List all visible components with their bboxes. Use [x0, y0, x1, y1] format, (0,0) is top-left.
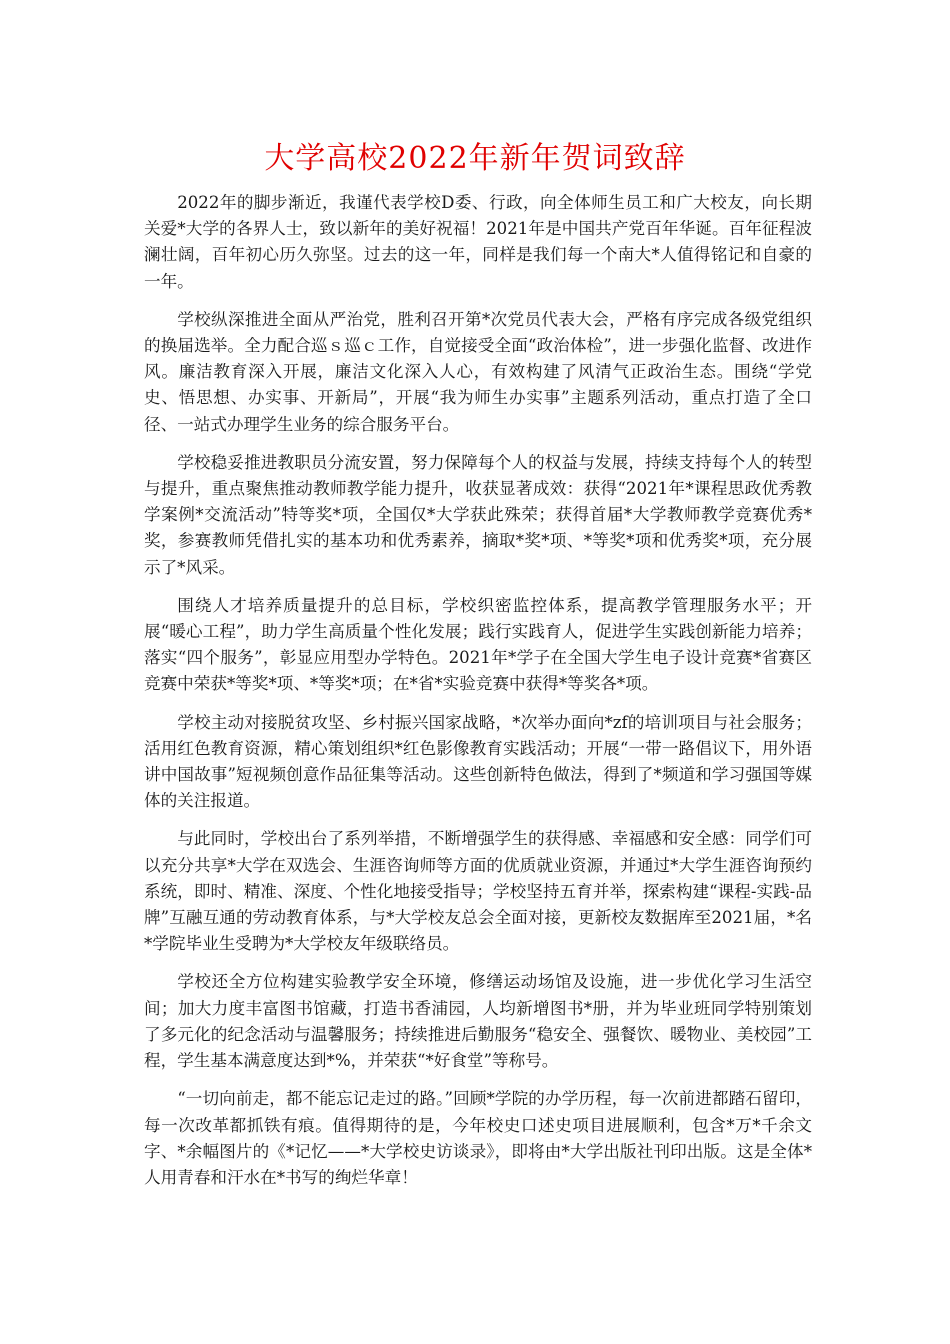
paragraph-3: 学校稳妥推进教职员分流安置，努力保障每个人的权益与发展，持续支持每个人的转型与提升，重点聚焦推动教师教学能力提升，收获显著成效：获得“2021年*课程思政优秀教学案例*交流活动”特等奖*项，全国仅*大学获此殊荣；获得首届*大学教师教学竞赛优秀*奖，参赛教师凭借扎实的基本功和优秀素养，摘取*奖*项、*等奖*项和优秀奖*项，充分展示了*风采。	[144, 452, 812, 577]
paragraph-4: 围绕人才培养质量提升的总目标，学校织密监控体系，提高教学管理服务水平；开展“暖心工程”，助力学生高质量个性化发展；践行实践育人，促进学生实践创新能力培养；落实“四个服务”，彰显应用型办学特色。2021年*学子在全国大学生电子设计竞赛*省赛区竞赛中荣获*等奖*项、*等奖*项；在*省*实验竞赛中获得*等奖各*项。	[144, 595, 812, 694]
paragraph-7: 学校还全方位构建实验教学安全环境，修缮运动场馆及设施，进一步优化学习生活空间；加大力度丰富图书馆藏，打造书香浦园，人均新增图书*册，并为毕业班同学特别策划了多元化的纪念活动与温馨服务；持续推进后勤服务“稳安全、强餐饮、暖物业、美校园”工程，学生基本满意度达到*%，并荣获“*好食堂”等称号。	[144, 972, 812, 1071]
paragraph-5: 学校主动对接脱贫攻坚、乡村振兴国家战略，*次举办面向*zf的培训项目与社会服务；活用红色教育资源，精心策划组织*红色影像教育实践活动；开展“一带一路倡议下，用外语讲中国故事”短视频创意作品征集等活动。这些创新特色做法，得到了*频道和学习强国等媒体的关注报道。	[144, 712, 812, 811]
paragraph-6: 与此同时，学校出台了系列举措，不断增强学生的获得感、幸福感和安全感：同学们可以充分共享*大学在双选会、生涯咨询师等方面的优质就业资源，并通过*大学生涯咨询预约系统，即时、精准、深度、个性化地接受指导；学校坚持五育并举，探索构建“课程-实践-品牌”互融互通的劳动教育体系，与*大学校友总会全面对接，更新校友数据库至2021届，*名*学院毕业生受聘为*大学校友年级联络员。	[144, 829, 812, 954]
document-body	[144, 190, 812, 1203]
document-title: 大学高校2022年新年贺词致辞	[264, 141, 686, 176]
paragraph-2: 学校纵深推进全面从严治党，胜利召开第*次党员代表大会，严格有序完成各级党组织的换届选举。全力配合巡ｓ巡ｃ工作，自觉接受全面“政治体检”，进一步强化监督、改进作风。廉洁教育深入开展，廉洁文化深入人心，有效构建了风清气正政治生态。围绕“学党史、悟思想、办实事、开新局”，开展“我为师生办实事”主题系列活动，重点打造了全口径、一站式办理学生业务的综合服务平台。	[144, 309, 812, 434]
paragraph-8: “一切向前走，都不能忘记走过的路。”回顾*学院的办学历程，每一次前进都踏石留印，每一次改革都抓铁有痕。值得期待的是，今年校史口述史项目进展顺利，包含*万*千余文字、*余幅图片的《*记忆——*大学校史访谈录》，即将由*大学出版社刊印出版。这是全体*人用青春和汗水在*书写的绚烂华章！	[144, 1089, 812, 1187]
paragraph-1: 2022年的脚步渐近，我谨代表学校D委、行政，向全体师生员工和广大校友，向长期关爱*大学的各界人士，致以新年的美好祝福！2021年是中国共产党百年华诞。百年征程波澜壮阔，百年初心历久弥坚。过去的这一年，同样是我们每一个南大*人值得铭记和自豪的一年。	[144, 193, 812, 291]
